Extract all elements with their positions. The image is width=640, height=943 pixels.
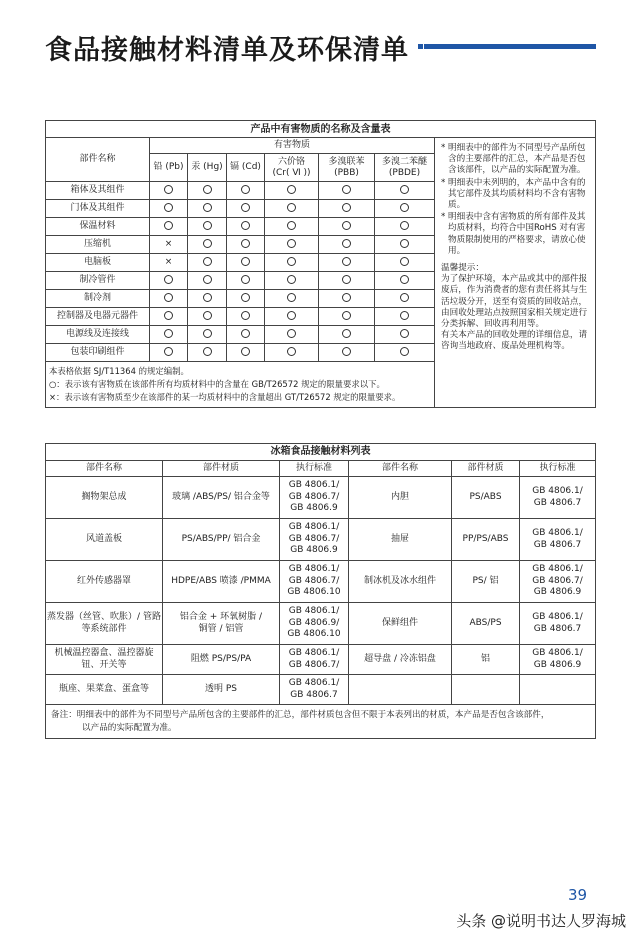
- page-number: 39: [568, 886, 588, 904]
- mark-compliant-circle: [241, 275, 250, 284]
- standard-line: GB 4806.7/: [288, 533, 340, 544]
- mark-compliant-circle: [400, 311, 409, 320]
- mark-compliant-circle: [342, 293, 351, 302]
- note-item: * 明细表中含有害物质的所有部件及其均质材料，均符合中国RoHS 对有害物质限制使用的严格要求，请放心使用。: [441, 212, 586, 256]
- food-table-header: 部件材质: [163, 461, 280, 477]
- standard-line: GB 4806.7/: [288, 491, 340, 502]
- standard-cell: [280, 519, 349, 561]
- standard-line: GB 4806.7/: [288, 659, 340, 670]
- hazard-mark-cell: [188, 218, 227, 236]
- hazard-mark-cell: [375, 272, 435, 290]
- hazard-mark-cell: [227, 308, 265, 326]
- footnote-line: ○：表示该有害物质在该部件所有均质材料中的含量在 GB/T26572 规定的限量要求以下。: [49, 379, 385, 389]
- mark-compliant-circle: [203, 239, 212, 248]
- component-material-cell: [452, 561, 520, 603]
- hazard-mark-cell: [227, 236, 265, 254]
- food-row: [46, 675, 596, 705]
- hazard-mark-cell: [375, 344, 435, 362]
- tip-line: 温馨提示：: [441, 263, 484, 274]
- hazard-mark-cell: [227, 218, 265, 236]
- hazard-mark-cell: [265, 308, 319, 326]
- hazard-notes: [435, 138, 596, 408]
- material-line: 铝合金 + 环氧树脂 /: [179, 612, 263, 622]
- component-material-cell: [163, 519, 280, 561]
- hazard-mark-cell: [265, 254, 319, 272]
- substance-name: 多溴二苯醚: [381, 156, 427, 167]
- standard-line: GB 4806.1/: [532, 612, 583, 622]
- material-line: 阻燃 PS/PS/PA: [190, 653, 252, 664]
- hazard-mark-cell: [375, 308, 435, 326]
- mark-compliant-circle: [203, 185, 212, 194]
- material-line: 透明 PS: [204, 683, 237, 694]
- mark-compliant-circle: [287, 257, 296, 266]
- hazard-mark-cell: [319, 182, 375, 200]
- material-line: HDPE/ABS 喷漆 /PMMA: [171, 575, 271, 586]
- mark-compliant-circle: [287, 221, 296, 230]
- mark-compliant-circle: [241, 329, 250, 338]
- food-table-remark: [46, 705, 596, 739]
- mark-compliant-circle: [203, 293, 212, 302]
- hazard-mark-cell: [150, 218, 188, 236]
- hazard-mark-cell: [150, 200, 188, 218]
- hazard-mark-cell: [150, 308, 188, 326]
- component-material-cell: [163, 645, 280, 675]
- mark-compliant-circle: [342, 221, 351, 230]
- standard-line: GB 4806.9: [533, 587, 582, 598]
- hazard-mark-cell: [319, 326, 375, 344]
- mark-compliant-circle: [400, 257, 409, 266]
- substance-name: 多溴联苯: [328, 156, 365, 167]
- part-name-cell: 压缩机: [46, 236, 150, 254]
- hazard-mark-cell: ×: [150, 236, 188, 254]
- mark-compliant-circle: [400, 221, 409, 230]
- standard-line: GB 4806.1/: [288, 678, 340, 688]
- standard-line: GB 4806.1/: [288, 648, 340, 658]
- hazard-mark-cell: [227, 254, 265, 272]
- standard-cell: [520, 477, 596, 519]
- component-name-cell: [349, 561, 452, 603]
- standard-line: GB 4806.1/: [532, 528, 583, 538]
- mark-compliant-circle: [287, 203, 296, 212]
- component-material-cell: [163, 603, 280, 645]
- hazard-mark-cell: [188, 290, 227, 308]
- hazard-mark-cell: [265, 272, 319, 290]
- standard-line: GB 4806.1/: [288, 522, 340, 533]
- hazard-mark-cell: [227, 344, 265, 362]
- hazard-mark-cell: [150, 182, 188, 200]
- component-name: 保鲜组件: [381, 617, 418, 628]
- tip-line: 为了保护环境，本产品或其中的部件报废后，作为消费者的您有责任将其与生活垃圾分开，送至有资质的回收站点，由回收处理站点按照国家相关规定进行分类拆解、回收再利用等。: [441, 274, 588, 330]
- part-name-cell: 控制器及电器元器件: [46, 308, 150, 326]
- hazard-mark-cell: [188, 326, 227, 344]
- mark-compliant-circle: [241, 239, 250, 248]
- mark-compliant-circle: [203, 203, 212, 212]
- hazard-mark-cell: [227, 182, 265, 200]
- substance-header: [375, 154, 435, 182]
- hazard-mark-cell: [375, 326, 435, 344]
- hazard-mark-cell: [265, 236, 319, 254]
- note-item: * 明细表中未列明的，本产品中含有的其它部件及其均质材料均不含有害物质。: [441, 177, 586, 211]
- standard-cell: [520, 519, 596, 561]
- substance-header: [227, 154, 265, 182]
- material-line: 铝: [480, 653, 490, 664]
- mark-compliant-circle: [287, 293, 296, 302]
- hazard-mark-cell: [319, 344, 375, 362]
- food-table-header: 部件名称: [349, 461, 452, 477]
- standard-line: GB 4806.7: [533, 623, 582, 634]
- hazard-mark-cell: [319, 308, 375, 326]
- component-name-cell: [349, 645, 452, 675]
- mark-compliant-circle: [400, 239, 409, 248]
- remark-line: 备注：明细表中的部件为不同型号产品所包含的主要部件的汇总，部件材质包含但不限于本表列出的材质，本产品是否包含该部件，: [51, 709, 550, 720]
- standard-line: GB 4806.7/: [532, 575, 583, 586]
- standard-line: GB 4806.10: [287, 587, 341, 598]
- material-line: 玻璃 /ABS/PS/ 铝合金等: [172, 491, 270, 502]
- hazard-mark-cell: [150, 344, 188, 362]
- hazard-footnotes: [46, 362, 435, 408]
- mark-compliant-circle: [164, 203, 173, 212]
- standard-line: GB 4806.7: [290, 689, 338, 700]
- remark-row: [46, 705, 596, 739]
- mark-compliant-circle: [400, 185, 409, 194]
- component-material-cell: [452, 603, 520, 645]
- food-table-header: 部件名称: [46, 461, 163, 477]
- hazard-mark-cell: [188, 200, 227, 218]
- hazard-mark-cell: [375, 236, 435, 254]
- mark-compliant-circle: [164, 311, 173, 320]
- mark-compliant-circle: [342, 257, 351, 266]
- standard-line: GB 4806.9/: [288, 617, 340, 628]
- food-table-caption: 冰箱食品接触材料列表: [46, 444, 596, 461]
- hazard-mark-cell: [150, 326, 188, 344]
- material-line: PS/ABS: [469, 491, 502, 502]
- substance-name: 铅 (Pb): [153, 162, 184, 172]
- substance-symbol: (PBDE): [388, 167, 421, 178]
- component-name-cell: 蒸发器（丝管、吹胀）/ 管路等系统部件: [46, 603, 163, 645]
- part-name-cell: 箱体及其组件: [46, 182, 150, 200]
- hazard-mark-cell: [319, 236, 375, 254]
- part-name-cell: 保温材料: [46, 218, 150, 236]
- part-name-cell: 电源线及连接线: [46, 326, 150, 344]
- mark-compliant-circle: [342, 203, 351, 212]
- hazard-mark-cell: [188, 308, 227, 326]
- hazard-substance-table: [45, 120, 596, 408]
- standard-line: GB 4806.1/: [288, 564, 340, 575]
- component-name-cell: 机械温控器盒、温控器旋钮、开关等: [46, 645, 163, 675]
- mark-compliant-circle: [203, 329, 212, 338]
- hazard-mark-cell: [319, 254, 375, 272]
- mark-compliant-circle: [400, 275, 409, 284]
- component-material-cell: [452, 519, 520, 561]
- hazard-mark-cell: ×: [150, 254, 188, 272]
- hazard-mark-cell: [375, 290, 435, 308]
- standard-line: GB 4806.10: [287, 629, 341, 640]
- standard-line: GB 4806.1/: [288, 480, 340, 491]
- food-row: [46, 519, 596, 561]
- material-line: ABS/PS: [469, 617, 502, 628]
- component-material-cell: [163, 675, 280, 705]
- component-name: 抽屉: [390, 533, 409, 544]
- component-name-cell: [349, 477, 452, 519]
- hazard-mark-cell: [265, 326, 319, 344]
- hazard-mark-cell: [227, 272, 265, 290]
- component-name: 超导盘 / 冷冻铝盘: [364, 653, 436, 664]
- tip-line: 有关本产品的回收处理的详细信息，请咨询当地政府、废品处理机构等。: [441, 330, 588, 352]
- material-line: PS/ 铝: [472, 575, 499, 586]
- mark-compliant-circle: [164, 347, 173, 356]
- standard-cell: [520, 675, 596, 705]
- hazard-mark-cell: [265, 290, 319, 308]
- standard-cell: [520, 561, 596, 603]
- food-row: [46, 603, 596, 645]
- mark-compliant-circle: [164, 293, 173, 302]
- mark-compliant-circle: [342, 239, 351, 248]
- mark-compliant-circle: [241, 185, 250, 194]
- hazard-mark-cell: [375, 182, 435, 200]
- substance-header: [265, 154, 319, 182]
- mark-compliant-circle: [342, 347, 351, 356]
- hazard-mark-cell: [319, 272, 375, 290]
- hazard-mark-cell: [375, 254, 435, 272]
- standard-cell: [520, 645, 596, 675]
- standard-line: GB 4806.1/: [532, 648, 583, 658]
- component-material-cell: [452, 645, 520, 675]
- mark-compliant-circle: [241, 257, 250, 266]
- standard-line: GB 4806.1/: [532, 564, 583, 575]
- mark-compliant-circle: [241, 221, 250, 230]
- mark-compliant-circle: [342, 185, 351, 194]
- food-table-header: 执行标准: [280, 461, 349, 477]
- substance-symbol: (PBB): [334, 167, 359, 178]
- hazard-mark-cell: [265, 344, 319, 362]
- part-name-cell: 制冷管件: [46, 272, 150, 290]
- substance-name: 汞 (Hg): [191, 162, 223, 172]
- mark-compliant-circle: [164, 221, 173, 230]
- hazard-mark-cell: [188, 236, 227, 254]
- mark-compliant-circle: [203, 311, 212, 320]
- watermark-credit: 头条 @说明书达人罗海城: [456, 912, 626, 930]
- mark-compliant-circle: [400, 329, 409, 338]
- standard-line: GB 4806.1/: [532, 486, 583, 496]
- component-material-cell: [163, 477, 280, 519]
- hazard-mark-cell: [319, 290, 375, 308]
- food-row: [46, 561, 596, 603]
- substance-header: [319, 154, 375, 182]
- mark-compliant-circle: [241, 347, 250, 356]
- component-name-cell: 瓶座、果菜盒、蛋盒等: [46, 675, 163, 705]
- mark-compliant-circle: [287, 329, 296, 338]
- food-table-header: 执行标准: [520, 461, 596, 477]
- title-accent-dot: [418, 44, 423, 49]
- mark-compliant-circle: [164, 185, 173, 194]
- hazard-mark-cell: [375, 200, 435, 218]
- mark-compliant-circle: [287, 239, 296, 248]
- hazard-mark-cell: [319, 218, 375, 236]
- standard-line: GB 4806.9: [290, 503, 338, 514]
- hazard-mark-cell: [227, 290, 265, 308]
- mark-compliant-circle: [287, 311, 296, 320]
- component-name-cell: [349, 519, 452, 561]
- standard-cell: [280, 561, 349, 603]
- footnote-line: ×：表示该有害物质至少在该部件的某一均质材料中的含量超出 GT/T26572 规定的限量要求。: [49, 392, 401, 402]
- food-table-header: 部件材质: [452, 461, 520, 477]
- mark-compliant-circle: [342, 275, 351, 284]
- standard-cell: [280, 675, 349, 705]
- component-material-cell: [452, 477, 520, 519]
- material-line: PP/PS/ABS: [462, 533, 509, 544]
- standard-cell: [280, 645, 349, 675]
- component-name: 内胆: [390, 491, 409, 502]
- mark-compliant-circle: [241, 203, 250, 212]
- standard-line: GB 4806.1/: [288, 606, 340, 617]
- substance-header: [188, 154, 227, 182]
- mark-compliant-circle: [287, 347, 296, 356]
- mark-compliant-circle: [342, 311, 351, 320]
- component-name: 制冰机及冰水组件: [363, 575, 436, 586]
- hazard-mark-cell: [319, 200, 375, 218]
- hazard-mark-cell: [227, 200, 265, 218]
- mark-compliant-circle: [241, 311, 250, 320]
- note-item: * 明细表中的部件为不同型号产品所包含的主要部件的汇总，本产品是否包含该部件，以产品的实际配置为准。: [441, 143, 586, 176]
- standard-line: GB 4806.7/: [288, 575, 340, 586]
- mark-compliant-circle: [287, 185, 296, 194]
- part-name-cell: 门体及其组件: [46, 200, 150, 218]
- hazard-mark-cell: [265, 218, 319, 236]
- mark-compliant-circle: [203, 221, 212, 230]
- component-name-cell: [349, 603, 452, 645]
- mark-compliant-circle: [400, 293, 409, 302]
- standard-line: GB 4806.7: [533, 539, 582, 550]
- mark-compliant-circle: [241, 293, 250, 302]
- component-name-cell: 搁物架总成: [46, 477, 163, 519]
- component-material-cell: [452, 675, 520, 705]
- hazard-mark-cell: [227, 326, 265, 344]
- mark-compliant-circle: [287, 275, 296, 284]
- substance-symbol: (Cr( Ⅵ )): [272, 167, 311, 178]
- page-title: 食品接触材料清单及环保清单: [45, 35, 409, 66]
- hazard-mark-cell: [188, 272, 227, 290]
- hazard-mark-cell: [265, 182, 319, 200]
- hazard-mark-cell: [150, 290, 188, 308]
- mark-compliant-circle: [400, 203, 409, 212]
- component-name-cell: 红外传感器罩: [46, 561, 163, 603]
- food-contact-table: [45, 443, 596, 739]
- mark-compliant-circle: [164, 275, 173, 284]
- part-name-header: 部件名称: [46, 138, 150, 182]
- title-accent-bar: [424, 44, 596, 49]
- component-material-cell: [163, 561, 280, 603]
- part-name-cell: 制冷剂: [46, 290, 150, 308]
- hazard-mark-cell: [375, 218, 435, 236]
- substance-name: 镉 (Cd): [230, 162, 261, 172]
- hazard-mark-cell: [188, 254, 227, 272]
- mark-compliant-circle: [342, 329, 351, 338]
- component-name-cell: [349, 675, 452, 705]
- standard-line: GB 4806.9: [290, 545, 338, 556]
- standard-line: GB 4806.9: [533, 659, 582, 670]
- standard-cell: [280, 603, 349, 645]
- footnote-line: 本表格依据 SJ/T11364 的规定编制。: [49, 366, 189, 376]
- part-name-cell: 电脑板: [46, 254, 150, 272]
- material-line: PS/ABS/PP/ 铝合金: [181, 533, 261, 544]
- mark-compliant-circle: [400, 347, 409, 356]
- standard-cell: [280, 477, 349, 519]
- food-row: [46, 645, 596, 675]
- food-row: [46, 477, 596, 519]
- component-name-cell: 风道盖板: [46, 519, 163, 561]
- hazard-mark-cell: [188, 344, 227, 362]
- hazard-mark-cell: [150, 272, 188, 290]
- mark-compliant-circle: [203, 257, 212, 266]
- remark-line: 以产品的实际配置为准。: [82, 722, 177, 733]
- mark-compliant-circle: [203, 275, 212, 284]
- substance-header: [150, 154, 188, 182]
- hazard-group-header: 有害物质: [150, 138, 435, 154]
- hazard-mark-cell: [188, 182, 227, 200]
- mark-compliant-circle: [164, 329, 173, 338]
- substance-name: 六价铬: [277, 156, 305, 167]
- standard-line: GB 4806.7: [533, 497, 582, 508]
- hazard-mark-cell: [265, 200, 319, 218]
- part-name-cell: 包装印刷组件: [46, 344, 150, 362]
- material-line: 铜管 / 铝管: [198, 623, 244, 634]
- mark-compliant-circle: [203, 347, 212, 356]
- standard-cell: [520, 603, 596, 645]
- hazard-table-caption: 产品中有害物质的名称及含量表: [46, 121, 596, 138]
